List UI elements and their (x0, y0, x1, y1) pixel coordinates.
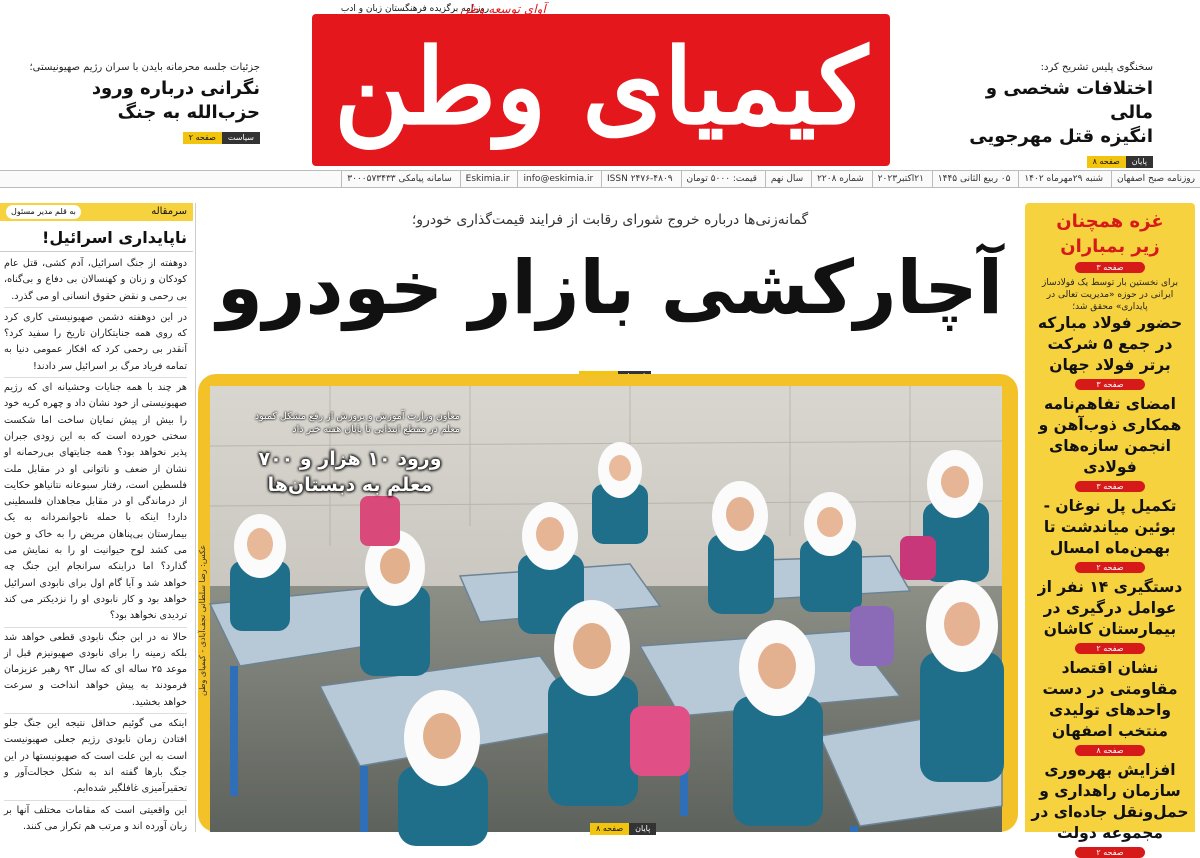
page-tag (590, 823, 656, 835)
page-number: صفحه ۸ (590, 823, 629, 835)
sidebar-story[interactable] (1030, 496, 1190, 573)
sidebar-story[interactable] (1030, 577, 1190, 654)
page-number: صفحه ۲ (183, 132, 222, 144)
lead-headline: زیر بمباران (1060, 236, 1160, 257)
page-number: صفحه ۸ (1087, 156, 1126, 168)
teaser-headline: اختلافات شخصی و مالی (985, 78, 1153, 123)
story-headline: نشان اقتصاد مقاومتی در دست واحدهای تولیدی منتخب اصفهان (1042, 659, 1178, 740)
issn: ISSN ۲۴۷۶-۴۸۰۹ (601, 171, 678, 187)
teaser-kicker: سخنگوی پلیس تشریح کرد: (1040, 62, 1153, 73)
logo-tagline: آوای توسعه وطن (460, 2, 546, 16)
story-headline: دستگیری ۱۴ نفر از عوامل درگیری در بیمارستان کاشان (1037, 578, 1183, 638)
sms-number: سامانه پیامکی ۳۰۰۰۵۷۳۴۳۳ (341, 171, 457, 187)
editorial-paragraph: حالا نه در این جنگ نابودی قطعی خواهد شد بلکه زمینه را برای نابودی صهیونیزم قبل از موعد ۲۵ ساله ای که سال ۹۳ رهبر عزیزمان فرمودند به پیش خواهد انداخت و سرعت خواهد بخشید. (4, 627, 187, 711)
editorial-paragraph: این واقعیتی است که مقامات مختلف آنها بر زبان آورده اند و مرتب هم تکرار می کنند. (4, 800, 187, 836)
teaser-headline: انگیزه قتل مهرجویی (969, 126, 1153, 147)
editorial-column (0, 203, 193, 832)
section-label: پایان (1126, 156, 1153, 168)
editorial-bar (0, 203, 193, 221)
newspaper-logo[interactable] (312, 14, 890, 166)
sidebar-story[interactable] (1030, 394, 1190, 492)
logo-text: کیمیای وطن (334, 25, 868, 148)
page-pill: صفحه ۸ (1075, 745, 1145, 756)
page-tag (1087, 156, 1153, 168)
news-sidebar (1025, 203, 1195, 857)
paper-name: روزنامه صبح اصفهان (1111, 171, 1200, 187)
lead-story[interactable] (1030, 209, 1190, 273)
photo-caption-small: معاون وزارت آموزش و پرورش از رفع مشکل کمبود معلم در مقطع ابتدایی تا پایان هفته خبر داد (254, 411, 460, 435)
page-pill: صفحه ۲ (1075, 562, 1145, 573)
editorial-paragraph: در این دوهفته دشمن صهیونیستی کاری کرد که روی همه جنایتکاران تاریخ را سفید کرد؟ آنقدر بی رحمی کرد که افکار عمومی دنیا به تمامه فریاد مرگ بر اسرائیل سر دادند! (4, 307, 187, 375)
photo-credit: عکس: رضا سلطانی نجف‌آبادی - کیمیای وطن (198, 544, 207, 696)
story-headline: افزایش بهره‌وری سازمان راهداری و حمل‌ونقل جاده‌ای در مجموعه دولت (1031, 761, 1189, 842)
column-divider (195, 203, 196, 832)
page-pill: صفحه ۲ (1075, 847, 1145, 858)
story-headline: تکمیل پل نوغان - بوئین میاندشت تا بهمن‌ماه امسال (1043, 497, 1177, 557)
date-hijri: ۰۵ ربیع الثانی ۱۴۴۵ (932, 171, 1016, 187)
section-label: پایان (629, 823, 656, 835)
main-photo-frame (198, 374, 1018, 832)
page-pill: صفحه ۳ (1075, 379, 1145, 390)
page-pill: صفحه ۲ (1075, 643, 1145, 654)
editorial-body (0, 252, 193, 835)
page-pill: صفحه ۳ (1075, 262, 1145, 273)
story-headline: حضور فولاد مبارکه در جمع ۵ شرکت برتر فولاد جهان (1037, 314, 1183, 374)
page-tag (183, 132, 260, 144)
editorial-label: سرمقاله (151, 206, 187, 217)
issue-info-bar (0, 170, 1200, 188)
caption-line: ورود ۱۰ هزار و ۷۰۰ (258, 448, 442, 470)
editorial-paragraph: هر چند با همه جنایات وحشیانه ای که رژیم صهیونیستی از خود نشان داد و چهره کریه خود را بیش از پیش نمایان ساخت اما شکست سختی خورده است که به این زودی جبران پذیر نخواهد بود؟ همه جنایتهای بی‌رحمانه او نشان از ضعف و ناتوانی او در مقابل ملت فلسطین است، رفتار سبوعانه نتانیاهو حکایت از درماندگی او در مقابل مجاهدان فلسطینی دارد! اینکه با حمله ناجوانمردانه به یک بیمارستان بی‌پناهان مریض را به خاک و خون می کشد لوح حیوانیت او را به نمایش می گذارد؟ اما دراینکه سرانجام این جنگ چه خواهد شد و آیا گام اول برای نابودی اسرائیل خواهد بود و کار نابودی او را نزدیکتر می کند تردیدی نخواهد بود؟ (4, 377, 187, 624)
teaser-right[interactable] (938, 62, 1153, 168)
main-kicker: گمانه‌زنی‌ها درباره خروج شورای رقابت از فرایند قیمت‌گذاری خودرو؛ (411, 212, 809, 228)
classroom-photo[interactable] (210, 386, 1002, 832)
section-label: سیاست (222, 132, 260, 144)
photo-page-tag (590, 816, 656, 835)
website-link[interactable]: Eskimia.ir (460, 171, 515, 187)
volume-year: سال نهم (765, 171, 808, 187)
sidebar-story[interactable] (1030, 658, 1190, 756)
photo-caption-headline[interactable] (240, 446, 460, 498)
editorial-paragraph: دوهفته از جنگ اسرائیل، آدم کشی، قتل عام کودکان و زنان و کهنسالان بی دفاع و بی‌گناه، بی رحمی و نقض حقوق انسانی او می گذرد. (4, 258, 187, 302)
story-headline: امضای تفاهم‌نامه همکاری ذوب‌آهن و انجمن سازه‌های فولادی (1038, 395, 1182, 476)
page-pill: صفحه ۳ (1075, 481, 1145, 492)
price: قیمت: ۵۰۰۰ تومان (681, 171, 762, 187)
sidebar-story[interactable] (1030, 313, 1190, 390)
date-persian: شنبه ۲۹مهرماه ۱۴۰۲ (1018, 171, 1108, 187)
email-link[interactable]: info@eskimia.ir (517, 171, 598, 187)
caption-line: معلم به دبستان‌ها (267, 474, 433, 496)
teaser-headline: نگرانی درباره ورود (91, 78, 260, 99)
lead-headline: غزه همچنان (1056, 211, 1164, 232)
teaser-kicker: جزئیات جلسه محرمانه بایدن با سران رژیم صهیونیستی؛ (29, 62, 260, 73)
story-kicker: برای نخستین بار توسط یک فولادساز ایرانی در حوزه «مدیریت تعالی در پایداری» محقق شد؛ (1041, 278, 1179, 312)
main-headline[interactable]: آچارکشی بازار خودرو (216, 245, 1004, 331)
sidebar-story[interactable] (1030, 760, 1190, 858)
date-gregorian: ۲۱اکتبر۲۰۲۳ (872, 171, 929, 187)
teaser-headline: حزب‌الله به جنگ (117, 102, 260, 123)
masthead (0, 0, 1200, 170)
editorial-author: به قلم مدیر مسئول (6, 205, 81, 219)
tagline: روزنامه برگزیده فرهنگستان زبان و ادب (340, 4, 490, 14)
editorial-paragraph: اینکه می گوئیم حداقل نتیجه این جنگ جلو افتادن زمان نابودی رژیم جعلی صهیونیست است به این علت است که صهیونیستها در این جنگ بارها گفته اند به شکل خجالت‌آور و تحقیرآمیزی غافلگیر شده‌ایم. (4, 713, 187, 797)
editorial-title[interactable]: ناپایداری اسرائیل! (0, 221, 193, 252)
teaser-left[interactable] (20, 62, 260, 144)
issue-number: شماره ۲۲۰۸ (811, 171, 869, 187)
